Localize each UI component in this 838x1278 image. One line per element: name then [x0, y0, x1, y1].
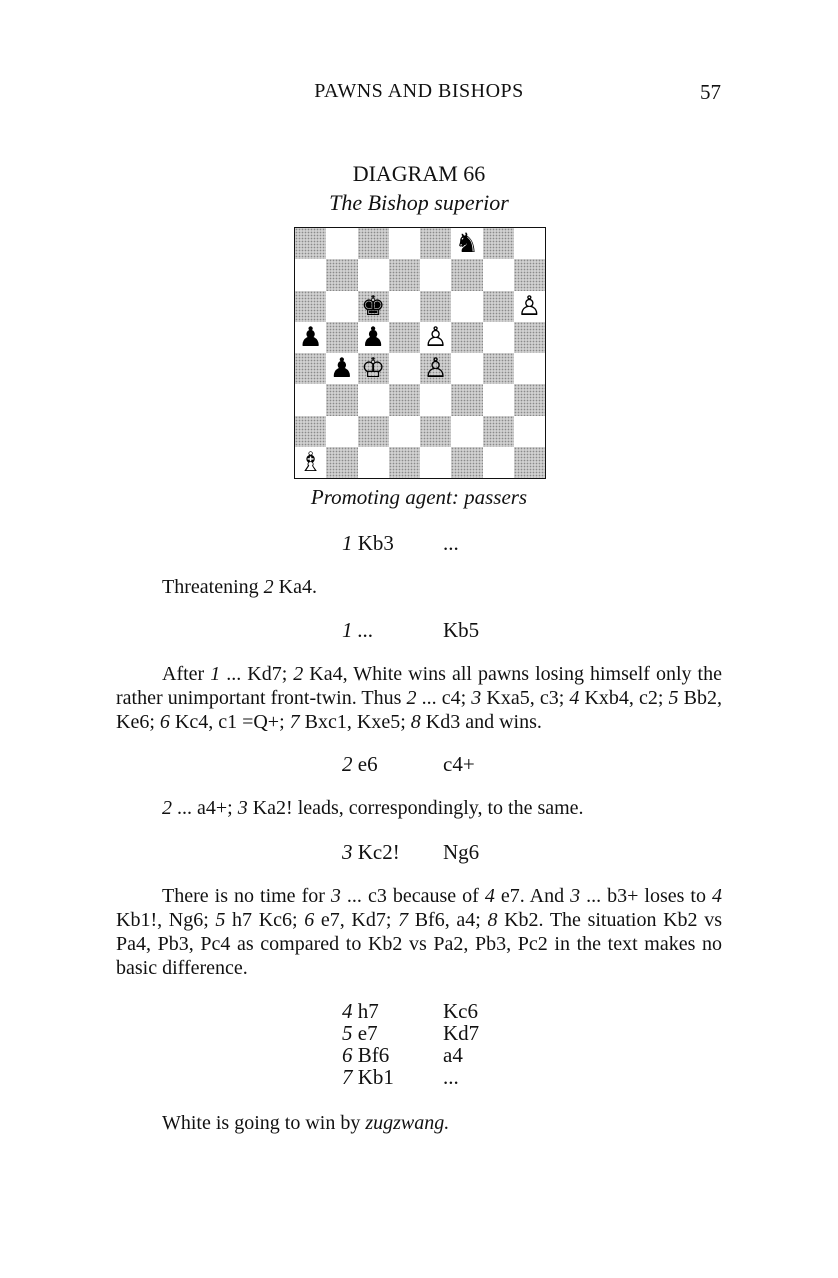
text-segment: Kb2. The situation Kb2 vs Pa4, Pb3, Pc4 as compared to Kb2 vs Pa2, Pb3, Pc2 in the text makes no basic difference. — [116, 909, 722, 979]
square-c3 — [358, 384, 389, 415]
text-segment: ... b3+ loses to — [580, 885, 713, 907]
square-c2 — [358, 416, 389, 447]
square-d8 — [389, 228, 420, 259]
black-pawn-icon: ♟ — [298, 321, 323, 353]
text-segment: ... c4; — [416, 687, 472, 709]
text-segment: White is going to win by — [162, 1112, 366, 1134]
text-segment: ... a4+; — [172, 797, 238, 819]
square-f7 — [451, 259, 482, 290]
square-b5 — [326, 322, 357, 353]
square-a4 — [295, 353, 326, 384]
square-g2 — [483, 416, 514, 447]
text-segment: 2 — [293, 663, 304, 685]
square-e2 — [420, 416, 451, 447]
move-7-white: 7 Kb1 — [342, 1065, 394, 1089]
paragraph-after-kd7 — [116, 662, 722, 734]
text-segment: 6 — [304, 909, 315, 931]
square-e4 — [420, 353, 451, 384]
text-segment: Kxa5, c3; — [481, 687, 570, 709]
text-segment: h7 Kc6; — [225, 909, 305, 931]
square-g8 — [483, 228, 514, 259]
square-g1 — [483, 447, 514, 478]
square-e8 — [420, 228, 451, 259]
text-segment: 7 — [398, 909, 409, 931]
square-e5 — [420, 322, 451, 353]
square-b8 — [326, 228, 357, 259]
square-b2 — [326, 416, 357, 447]
move-6-black: a4 — [443, 1043, 463, 1067]
move-4-black: Kc6 — [443, 999, 478, 1023]
square-a7 — [295, 259, 326, 290]
square-c8 — [358, 228, 389, 259]
text-segment: zugzwang. — [365, 1112, 450, 1134]
square-c4 — [358, 353, 389, 384]
black-knight-icon: ♞ — [454, 228, 479, 260]
square-g3 — [483, 384, 514, 415]
text-segment: There is no time for — [162, 885, 331, 907]
text-segment: 7 — [289, 711, 300, 733]
square-e3 — [420, 384, 451, 415]
text-segment: 5 — [215, 909, 226, 931]
text-segment: Kc4, c1 =Q+; — [169, 711, 290, 733]
text-segment: 3 — [237, 797, 248, 819]
square-f5 — [451, 322, 482, 353]
move-4-white: 4 h7 — [342, 999, 379, 1023]
diagram-title: DIAGRAM 66 — [352, 161, 486, 186]
square-d5 — [389, 322, 420, 353]
text-segment: ... c3 because of — [340, 885, 485, 907]
move-7-black: ... — [443, 1065, 459, 1089]
black-pawn-icon: ♟ — [329, 353, 354, 385]
text-segment: 8 — [487, 909, 498, 931]
text-segment: Bb2, Ke6; — [116, 687, 722, 733]
diagram-subtitle: The Bishop superior — [329, 190, 509, 215]
text-segment: 4 — [712, 885, 723, 907]
move-5-white: 5 e7 — [342, 1021, 378, 1045]
text-segment: e7. And — [494, 885, 571, 907]
paragraph-zugzwang — [116, 1111, 722, 1135]
text-segment: 3 — [330, 885, 341, 907]
square-d2 — [389, 416, 420, 447]
move-6-white: 6 Bf6 — [342, 1043, 390, 1067]
move-5-black: Kd7 — [443, 1021, 480, 1045]
black-king-icon: ♚ — [361, 290, 386, 322]
text-segment: 1 — [210, 663, 221, 685]
square-h3 — [514, 384, 545, 415]
text-segment: Bf6, a4; — [408, 909, 488, 931]
text-segment: 5 — [668, 687, 679, 709]
square-f8 — [451, 228, 482, 259]
square-b6 — [326, 291, 357, 322]
square-b7 — [326, 259, 357, 290]
text-segment: Kd3 and wins. — [420, 711, 542, 733]
square-c5 — [358, 322, 389, 353]
square-h2 — [514, 416, 545, 447]
running-header: PAWNS AND BISHOPS — [314, 80, 524, 102]
text-segment: 4 — [484, 885, 495, 907]
white-king-icon: ♔ — [361, 353, 386, 385]
square-c1 — [358, 447, 389, 478]
text-segment: Bxc1, Kxe5; — [299, 711, 411, 733]
square-h8 — [514, 228, 545, 259]
move-1-white: 1 Kb3 — [342, 531, 394, 555]
text-segment: Kxb4, c2; — [579, 687, 669, 709]
page-number: 57 — [700, 80, 721, 104]
move-2-black: c4+ — [443, 752, 475, 776]
square-a3 — [295, 384, 326, 415]
text-segment: 2 — [406, 687, 417, 709]
black-pawn-icon: ♟ — [361, 321, 386, 353]
text-segment: 4 — [569, 687, 580, 709]
square-h6 — [514, 291, 545, 322]
white-bishop-icon: ♗ — [298, 446, 323, 478]
paragraph-a4-check — [116, 796, 722, 820]
move-2-white: 2 e6 — [342, 752, 378, 776]
chess-board — [294, 227, 546, 479]
white-pawn-icon: ♙ — [517, 290, 542, 322]
white-pawn-icon: ♙ — [423, 321, 448, 353]
square-e1 — [420, 447, 451, 478]
move-3-white: 3 Kc2! — [342, 840, 400, 864]
square-d3 — [389, 384, 420, 415]
square-d4 — [389, 353, 420, 384]
square-g7 — [483, 259, 514, 290]
square-h5 — [514, 322, 545, 353]
square-b1 — [326, 447, 357, 478]
square-d7 — [389, 259, 420, 290]
square-g6 — [483, 291, 514, 322]
paragraph-no-time — [116, 884, 722, 980]
square-d6 — [389, 291, 420, 322]
square-e6 — [420, 291, 451, 322]
square-g4 — [483, 353, 514, 384]
square-b3 — [326, 384, 357, 415]
square-a1 — [295, 447, 326, 478]
square-f2 — [451, 416, 482, 447]
square-h1 — [514, 447, 545, 478]
square-a5 — [295, 322, 326, 353]
square-g5 — [483, 322, 514, 353]
text-segment: After — [162, 663, 211, 685]
square-a2 — [295, 416, 326, 447]
square-f3 — [451, 384, 482, 415]
move-1-black: ... — [443, 531, 459, 555]
white-pawn-icon: ♙ — [423, 353, 448, 385]
text-segment: ... Kd7; — [220, 663, 294, 685]
move-list-white — [342, 1000, 394, 1088]
text-segment: Ka4, White wins all pawns losing himself only the rather unimportant front-twin. Thus — [116, 663, 722, 709]
text-segment: Kb1!, Ng6; — [116, 909, 216, 931]
text-segment: 6 — [159, 711, 170, 733]
square-d1 — [389, 447, 420, 478]
square-e7 — [420, 259, 451, 290]
square-f1 — [451, 447, 482, 478]
square-a8 — [295, 228, 326, 259]
text-segment: Ka2! leads, correspondingly, to the same. — [247, 797, 584, 819]
square-h7 — [514, 259, 545, 290]
diagram-caption: Promoting agent: passers — [310, 485, 528, 509]
text-segment: 3 — [471, 687, 482, 709]
move-1-black-reply: Kb5 — [443, 618, 480, 642]
square-a6 — [295, 291, 326, 322]
square-c7 — [358, 259, 389, 290]
text-segment: 2 — [162, 797, 172, 819]
square-c6 — [358, 291, 389, 322]
square-b4 — [326, 353, 357, 384]
square-f6 — [451, 291, 482, 322]
square-h4 — [514, 353, 545, 384]
text-segment: 8 — [410, 711, 421, 733]
text-segment: 3 — [570, 885, 581, 907]
square-f4 — [451, 353, 482, 384]
move-list-black — [443, 1000, 479, 1088]
move-3-black: Ng6 — [443, 840, 480, 864]
text-segment: e7, Kd7; — [314, 909, 399, 931]
paragraph-threat: Threatening 2 Ka4. — [162, 576, 317, 598]
move-1-black-num: 1 ... — [342, 618, 374, 642]
